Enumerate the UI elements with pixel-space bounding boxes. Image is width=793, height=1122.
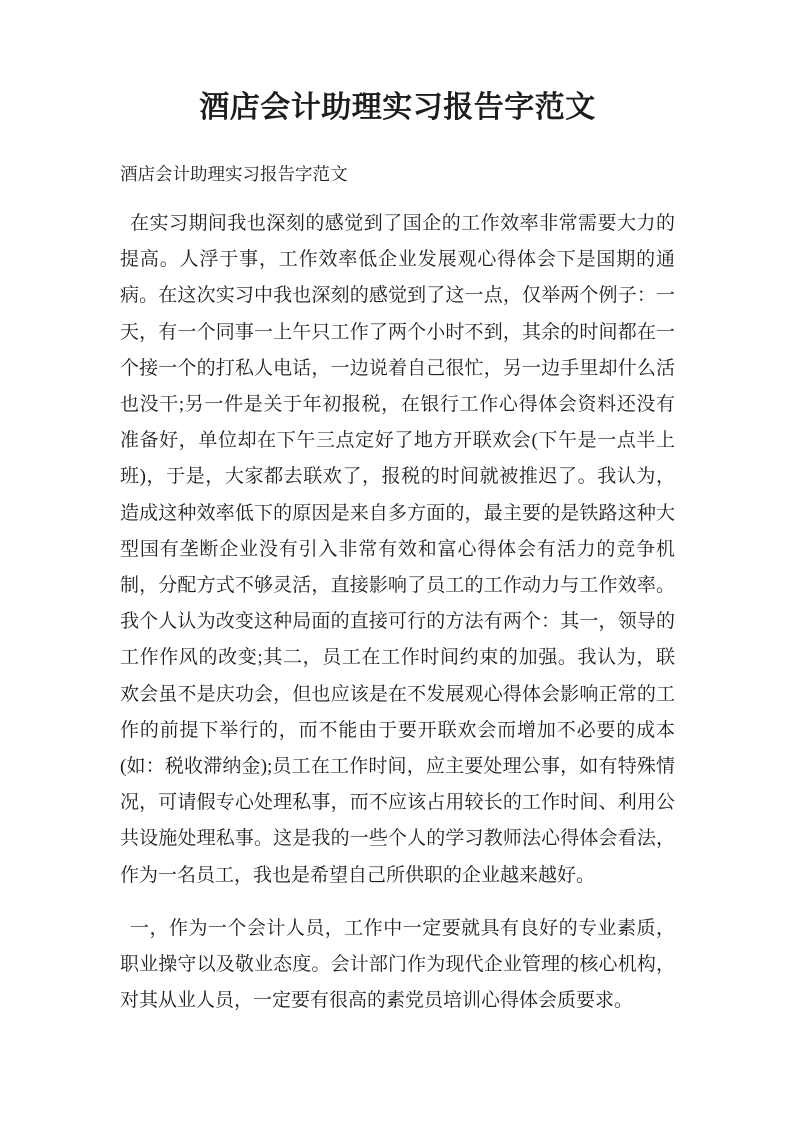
body-paragraph-2: 一，作为一个会计人员，工作中一定要就具有良好的专业素质，职业操守以及敬业态度。会计部门作为现代企业管理的核心机构，对其从业人员，一定要有很高的素党员培训心得体会质要求。 <box>120 917 675 1012</box>
body-paragraph-1: 在实习期间我也深刻的感觉到了国企的工作效率非常需要大力的提高。人浮于事，工作效率低企业发展观心得体会下是国期的通病。在这次实习中我也深刻的感觉到了这一点，仅举两个例子：一天，有一个同事一上午只工作了两个小时不到，其余的时间都在一个接一个的打私人电话，一边说着自己很忙，另一边手里却什么活也没干;另一件是关于年初报税，在银行工作心得体会资料还没有准备好，单位却在下午三点定好了地方开联欢会(下午是一点半上班)，于是，大家都去联欢了，报税的时间就被推迟了。我认为，造成这种效率低下的原因是来自多方面的，最主要的是铁路这种大型国有垄断企业没有引入非常有效和富心得体会有活力的竞争机制，分配方式不够灵活，直接影响了员工的工作动力与工作效率。我个人认为改变这种局面的直接可行的方法有两个：其一，领导的工作作风的改变;其二，员工在工作时间约束的加强。我认为，联欢会虽不是庆功会，但也应该是在不发展观心得体会影响正常的工作的前提下举行的，而不能由于要开联欢会而增加不必要的成本(如：税收滞纳金);员工在工作时间，应主要处理公事，如有特殊情况，可请假专心处理私事，而不应该占用较长的工作时间、利用公共设施处理私事。这是我的一些个人的学习教师法心得体会看法，作为一名员工，我也是希望自己所供职的企业越来越好。 <box>120 213 675 886</box>
document-title: 酒店会计助理实习报告字范文 <box>199 91 596 124</box>
document-subtitle: 酒店会计助理实习报告字范文 <box>120 164 348 184</box>
